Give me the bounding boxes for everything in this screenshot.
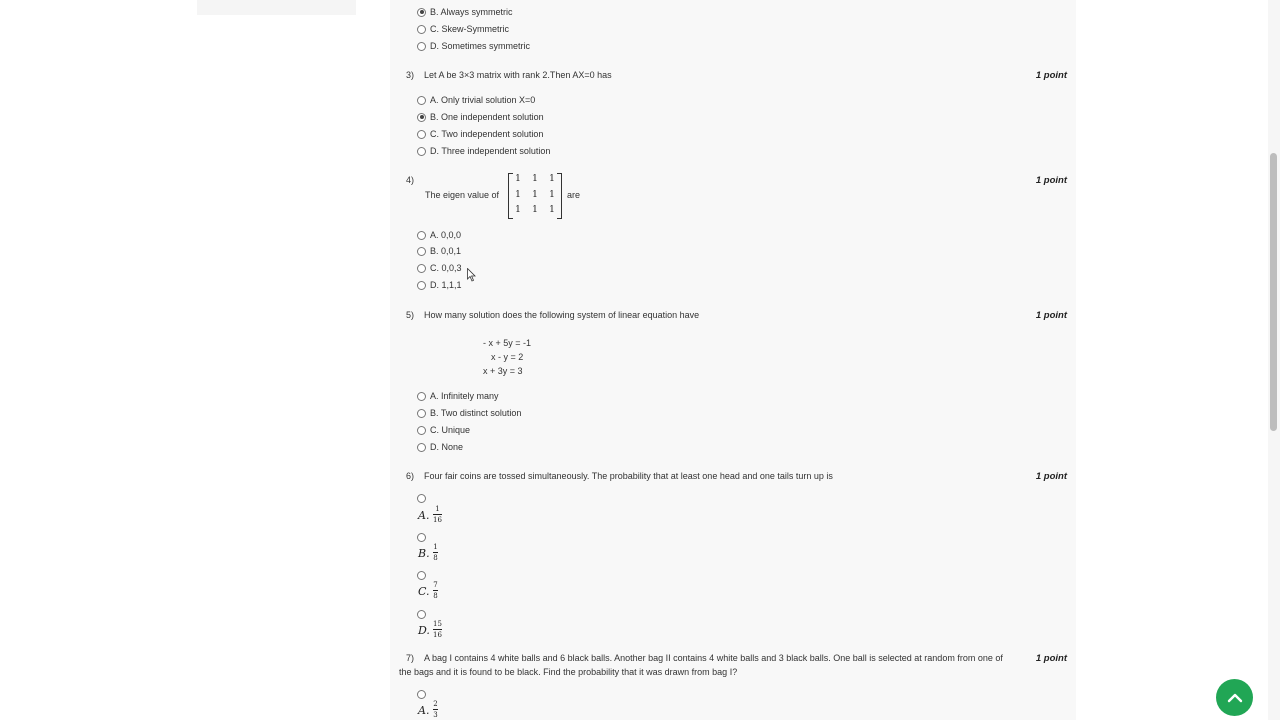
q4-option-a[interactable]: [417, 228, 461, 242]
q7-points: 1 point: [1020, 653, 1067, 664]
q4-option-d[interactable]: [417, 278, 462, 292]
q7-question-text-continued: the bags and it is found to be black. Find the probability that it was drawn from bag I?: [399, 667, 738, 677]
option-letter: A.: [418, 509, 430, 522]
q4-question-text: The eigen value of: [425, 190, 500, 200]
q3-option-b[interactable]: [417, 110, 544, 124]
radio-button[interactable]: [417, 264, 426, 273]
radio-button[interactable]: [417, 130, 426, 139]
mouse-cursor-icon: [467, 268, 477, 283]
denominator: 16: [433, 631, 442, 639]
q7-question: [406, 653, 1003, 663]
scrollbar-thumb[interactable]: [1270, 153, 1277, 431]
radio-button[interactable]: [417, 113, 426, 122]
equation-line: x + 3y = 3: [483, 366, 523, 376]
matrix-cell: 1: [549, 190, 555, 200]
option-label: D. None: [430, 442, 464, 452]
question-text: Let A be 3×3 matrix with rank 2.Then AX=0 has: [424, 70, 612, 80]
option-label: C. Unique: [430, 425, 471, 435]
option-letter: B.: [418, 547, 430, 560]
fraction: [433, 581, 438, 600]
matrix-cell: 1: [532, 174, 538, 184]
q3-option-a[interactable]: [417, 93, 535, 107]
question-text: How many solution does the following system of linear equation have: [424, 310, 700, 320]
option-label: C. Two independent solution: [430, 129, 544, 139]
matrix-cell: 1: [532, 190, 538, 200]
option-label: B. One independent solution: [430, 112, 544, 122]
option-label: A. Infinitely many: [430, 391, 499, 401]
fraction-bar: [433, 629, 442, 630]
fraction: [433, 505, 442, 524]
q4-question-text-after: are: [567, 190, 581, 200]
question-number: 3): [406, 70, 415, 80]
radio-button[interactable]: [417, 392, 426, 401]
fraction: [433, 700, 438, 719]
sidebar-panel: [197, 0, 356, 15]
option-label: A. Only trivial solution X=0: [430, 95, 536, 105]
fraction-bar: [433, 552, 438, 553]
matrix-cell: 1: [549, 205, 555, 215]
scroll-to-top-button[interactable]: [1216, 679, 1253, 716]
question-number: 7): [406, 653, 415, 663]
question-text: Four fair coins are tossed simultaneously. The probability that at least one head and one tails turn up is: [424, 471, 833, 481]
question-text: A bag I contains 4 white balls and 6 black balls. Another bag II contains 4 white balls and 3 black balls. One ball is selected at random from one of: [424, 653, 1003, 663]
option-label: C. 0,0,3: [430, 263, 462, 273]
fraction-bar: [433, 590, 438, 591]
matrix-right-bracket: [557, 173, 562, 219]
radio-button[interactable]: [417, 231, 426, 240]
q4-question-number: 4): [406, 175, 415, 185]
q4-points: 1 point: [1035, 175, 1067, 186]
option-letter: D.: [418, 624, 430, 637]
matrix-cell: 1: [515, 174, 521, 184]
chevron-up-icon: [1226, 689, 1244, 707]
matrix-cell: 1: [515, 190, 521, 200]
q6-option-d-radio[interactable]: [417, 610, 426, 619]
question-number: 5): [406, 310, 415, 320]
q2-option-c[interactable]: [417, 22, 509, 36]
numerator: 2: [433, 700, 438, 708]
option-letter: C.: [418, 585, 430, 598]
numerator: 1: [433, 543, 438, 551]
q5-question: [406, 310, 699, 320]
q4-option-c[interactable]: [417, 261, 462, 275]
option-label: A. 0,0,0: [430, 230, 462, 240]
denominator: 16: [433, 516, 442, 524]
q3-points: 1 point: [1035, 70, 1067, 81]
fraction: [433, 620, 442, 639]
radio-button[interactable]: [417, 409, 426, 418]
equation-line: x - y = 2: [491, 352, 524, 362]
denominator: 8: [433, 554, 438, 562]
radio-button[interactable]: [417, 42, 426, 51]
q5-option-a[interactable]: [417, 389, 499, 403]
option-label: B. Always symmetric: [430, 7, 513, 17]
q6-option-a-radio[interactable]: [417, 494, 426, 503]
question-number: 6): [406, 471, 415, 481]
option-label: D. Three independent solution: [430, 146, 551, 156]
equation-line: - x + 5y = -1: [483, 338, 532, 348]
q4-option-b[interactable]: [417, 244, 461, 258]
q7-option-a-radio[interactable]: [417, 690, 426, 699]
option-label: D. Sometimes symmetric: [430, 41, 531, 51]
fraction-bar: [433, 709, 438, 710]
q5-option-b[interactable]: [417, 406, 521, 420]
radio-button[interactable]: [417, 8, 426, 17]
option-label: B. 0,0,1: [430, 246, 462, 256]
option-label: D. 1,1,1: [430, 280, 462, 290]
numerator: 15: [433, 620, 442, 628]
q5-option-d[interactable]: [417, 440, 463, 454]
denominator: 3: [433, 711, 438, 719]
numerator: 7: [433, 581, 438, 589]
radio-button[interactable]: [417, 96, 426, 105]
radio-button[interactable]: [417, 147, 426, 156]
q2-option-d[interactable]: [417, 39, 530, 53]
q6-points: 1 point: [1035, 471, 1067, 482]
q3-question: [406, 70, 612, 80]
radio-button[interactable]: [417, 247, 426, 256]
q4-matrix: [508, 173, 562, 217]
q3-option-d[interactable]: [417, 144, 550, 158]
matrix-cell: 1: [549, 174, 555, 184]
denominator: 8: [433, 592, 438, 600]
q5-option-c[interactable]: [417, 423, 470, 437]
q3-option-c[interactable]: [417, 127, 543, 141]
fraction-bar: [433, 514, 442, 515]
matrix-cell: 1: [532, 205, 538, 215]
q6-option-b-radio[interactable]: [417, 533, 426, 542]
numerator: 1: [435, 505, 440, 513]
radio-button[interactable]: [417, 443, 426, 452]
radio-button[interactable]: [417, 426, 426, 435]
option-letter: A.: [418, 704, 430, 717]
option-label: B. Two distinct solution: [430, 408, 522, 418]
q5-points: 1 point: [1035, 310, 1067, 321]
radio-button[interactable]: [417, 281, 426, 290]
q6-option-c-radio[interactable]: [417, 571, 426, 580]
matrix-cell: 1: [515, 205, 521, 215]
option-label: C. Skew-Symmetric: [430, 24, 510, 34]
q6-question: [406, 471, 833, 481]
radio-button[interactable]: [417, 25, 426, 34]
fraction: [433, 543, 438, 562]
q2-option-b[interactable]: [417, 5, 513, 19]
